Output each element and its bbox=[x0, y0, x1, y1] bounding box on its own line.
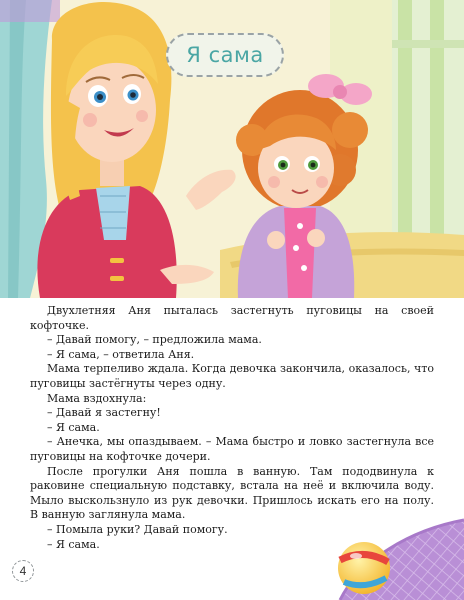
paragraph: – Я сама, – ответила Аня. bbox=[47, 347, 195, 361]
paragraph: – Давай помогу, – предложила мама. bbox=[47, 333, 262, 347]
paragraph: – Давай я застегну! bbox=[47, 406, 161, 420]
page-number-badge bbox=[12, 560, 34, 582]
paragraph: Двухлетняя Аня пыталась застегнуть пуговицы на своей кофточке. bbox=[30, 304, 434, 332]
story-title: Я сама bbox=[186, 43, 264, 67]
paragraph: – Помыла руки? Давай помогу. bbox=[47, 522, 228, 536]
page-number: 4 bbox=[19, 564, 27, 578]
paragraph: Мама вздохнула: bbox=[47, 391, 147, 405]
paragraph: – Анечка, мы опаздываем. – Мама быстро и ловко застегнула все пуговицы на кофточке дочери. bbox=[30, 435, 434, 463]
paragraph: Мама терпеливо ждала. Когда девочка закончила, оказалось, что пуговицы застёгнуты через одну. bbox=[30, 362, 434, 390]
paragraph: – Я сама. bbox=[47, 537, 100, 551]
title-badge bbox=[166, 33, 284, 77]
rug-and-ball-decoration bbox=[300, 490, 464, 600]
illustration-mother-and-daughter bbox=[0, 0, 464, 298]
paragraph: – Я сама. bbox=[47, 420, 100, 434]
paragraph: После прогулки Аня пошла в ванную. Там пододвинула к раковине специальную подставку, встала на неё и включила воду. Мыло выскользнуло из рук девочки. Пришлось искать его на полу. В ванную заглянула мама. bbox=[30, 464, 434, 522]
